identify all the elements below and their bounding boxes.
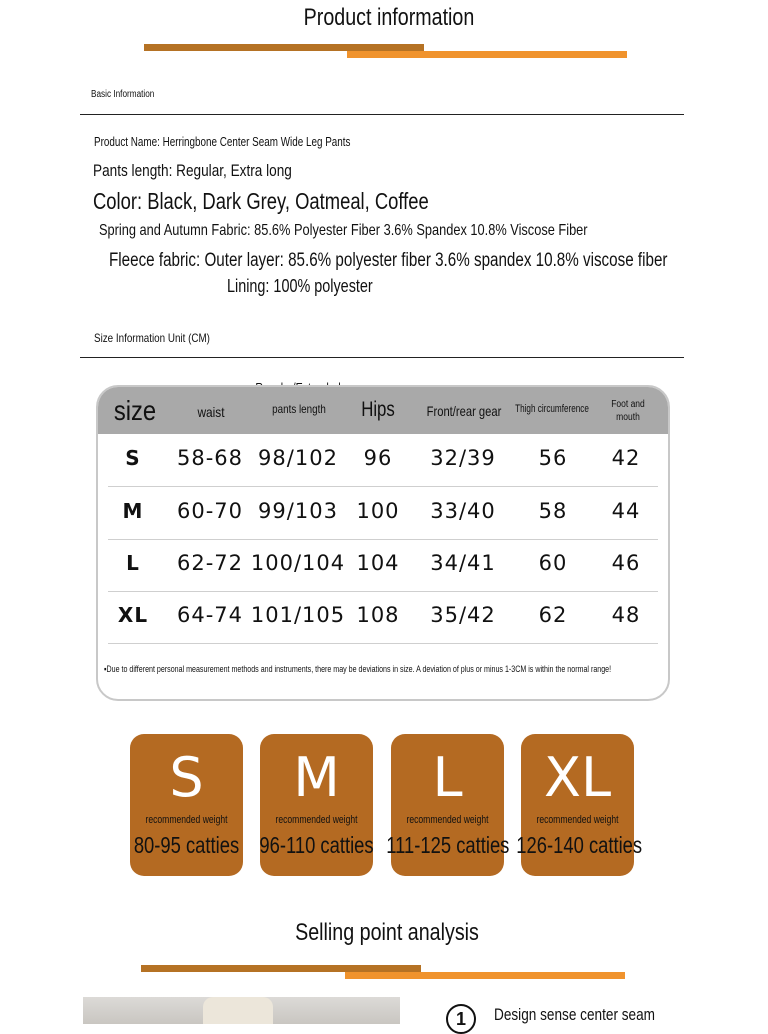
header-hips: Hips	[361, 398, 395, 421]
cell-gear: 33/40	[430, 499, 496, 523]
size-card-l	[386, 734, 510, 876]
pants-length: Pants length: Regular, Extra long	[93, 161, 292, 180]
card-range: 126-140 catties	[516, 832, 643, 858]
divider	[80, 357, 684, 358]
size-table	[96, 385, 670, 701]
cell-hips: 96	[363, 446, 393, 470]
header-size: size	[113, 395, 157, 426]
cell-size: L	[126, 551, 140, 575]
cell-size: M	[122, 499, 144, 523]
cell-gear: 34/41	[430, 551, 496, 575]
fleece-fabric: Fleece fabric: Outer layer: 85.6% polyester fiber 3.6% spandex 10.8% viscose fiber	[109, 250, 668, 271]
size-card-s	[130, 734, 243, 876]
title-bar-light	[347, 51, 627, 58]
size-info-label: Size Information Unit (CM)	[94, 331, 210, 345]
table-row	[108, 539, 658, 592]
cell-gear: 32/39	[430, 446, 496, 470]
garment-shape	[203, 997, 273, 1024]
cell-waist: 62-72	[176, 551, 244, 575]
basic-info-label: Basic Information	[91, 89, 155, 100]
cell-length: 98/102	[258, 446, 338, 470]
cell-length: 101/105	[250, 603, 346, 627]
point-number-badge: 1	[446, 1004, 476, 1034]
selling-bar-light	[345, 972, 625, 979]
card-size: XL	[543, 746, 612, 809]
product-name: Product Name: Herringbone Center Seam Wide Leg Pants	[94, 134, 351, 149]
cell-foot: 46	[611, 551, 641, 575]
header-foot-top: Foot and	[611, 399, 645, 410]
card-label: recommended weight	[406, 814, 489, 826]
title-bar-dark	[144, 44, 424, 51]
divider	[80, 114, 684, 115]
table-row	[108, 591, 658, 644]
lining: Lining: 100% polyester	[227, 276, 373, 296]
header-gear: Front/rear gear	[426, 403, 502, 419]
cell-waist: 58-68	[176, 446, 244, 470]
cell-gear: 35/42	[430, 603, 496, 627]
header-foot	[601, 398, 655, 424]
card-size: M	[293, 746, 340, 809]
cell-thigh: 62	[538, 603, 568, 627]
cell-length: 99/103	[258, 499, 338, 523]
cell-waist: 64-74	[176, 603, 244, 627]
card-size: S	[169, 746, 204, 809]
spring-fabric: Spring and Autumn Fabric: 85.6% Polyester Fiber 3.6% Spandex 10.8% Viscose Fiber	[99, 222, 588, 239]
page-title: Product information	[303, 4, 475, 31]
size-note	[104, 664, 612, 675]
cell-hips: 104	[356, 551, 400, 575]
cell-hips: 100	[356, 499, 400, 523]
card-range: 96-110 catties	[259, 832, 374, 858]
card-range: 111-125 catties	[386, 832, 510, 858]
cell-size: XL	[117, 603, 149, 627]
cell-thigh: 58	[538, 499, 568, 523]
note-text: Due to different personal measurement methods and instruments, there may be deviations in size. A deviation of plus or minus 1-3CM is within the normal range!	[106, 664, 612, 675]
cell-length: 100/104	[250, 551, 346, 575]
card-range: 80-95 catties	[133, 832, 240, 858]
size-card-m	[260, 734, 373, 876]
cell-waist: 60-70	[176, 499, 244, 523]
card-label: recommended weight	[275, 814, 358, 826]
header-length-bottom: pants length	[272, 402, 326, 416]
size-card-xl	[516, 734, 643, 876]
card-size: L	[432, 746, 463, 809]
table-row	[108, 487, 658, 540]
point-text: Design sense center seam	[494, 1005, 656, 1024]
color-options: Color: Black, Dark Grey, Oatmeal, Coffee	[93, 188, 429, 214]
table-header	[98, 387, 668, 434]
header-thigh: Thigh circumference	[515, 403, 589, 415]
card-label: recommended weight	[536, 814, 619, 826]
header-waist: waist	[197, 404, 225, 420]
cell-foot: 48	[611, 603, 641, 627]
selling-title: Selling point analysis	[295, 919, 479, 946]
cell-foot: 42	[611, 446, 641, 470]
cell-thigh: 60	[538, 551, 568, 575]
cell-size: S	[125, 446, 141, 470]
product-photo	[83, 997, 400, 1024]
cell-thigh: 56	[538, 446, 568, 470]
cell-hips: 108	[356, 603, 400, 627]
table-row	[108, 434, 658, 487]
card-label: recommended weight	[145, 814, 228, 826]
selling-bar-dark	[141, 965, 421, 972]
cell-foot: 44	[611, 499, 641, 523]
header-foot-bottom: mouth	[616, 412, 640, 423]
note-bullet-icon: ▪	[104, 664, 107, 675]
